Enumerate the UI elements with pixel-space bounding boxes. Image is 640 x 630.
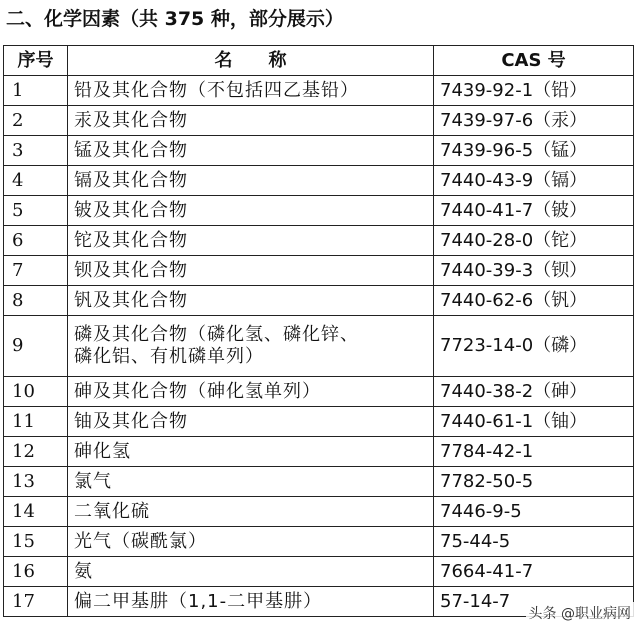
row-cas-number: 7440-41-7（铍） bbox=[434, 196, 634, 226]
row-chemical-name-line: 磷化铝、有机磷单列） bbox=[74, 346, 264, 367]
table-row bbox=[4, 136, 634, 166]
row-chemical-name bbox=[68, 316, 434, 377]
row-serial-number: 16 bbox=[4, 557, 68, 587]
row-serial-number: 9 bbox=[4, 316, 68, 377]
header-serial-number: 序号 bbox=[4, 46, 68, 76]
row-serial-number: 2 bbox=[4, 106, 68, 136]
row-chemical-name bbox=[68, 196, 434, 226]
table-row bbox=[4, 226, 634, 256]
row-cas-number: 7439-92-1（铅） bbox=[434, 76, 634, 106]
row-chemical-name-line: 砷及其化合物（砷化氢单列） bbox=[74, 380, 321, 402]
row-chemical-name-line: 氯气 bbox=[74, 470, 112, 492]
source-watermark: 头条 @职业病网 bbox=[526, 602, 634, 624]
row-cas-number: 7723-14-0（磷） bbox=[434, 316, 634, 377]
table-header-row bbox=[4, 46, 634, 76]
row-chemical-name bbox=[68, 497, 434, 527]
table-row bbox=[4, 527, 634, 557]
row-chemical-name-line: 铀及其化合物 bbox=[74, 410, 188, 432]
header-name: 名 称 bbox=[68, 46, 434, 76]
row-serial-number: 6 bbox=[4, 226, 68, 256]
table-row bbox=[4, 437, 634, 467]
row-chemical-name-line: 偏二甲基肼（1,1-二甲基肼） bbox=[74, 590, 323, 612]
row-cas-number: 7440-62-6（钒） bbox=[434, 286, 634, 316]
row-chemical-name bbox=[68, 136, 434, 166]
row-chemical-name-line: 光气（碳酰氯） bbox=[74, 530, 207, 552]
row-cas-number: 7440-39-3（钡） bbox=[434, 256, 634, 286]
row-chemical-name-line: 磷及其化合物（磷化氢、磷化锌、 bbox=[74, 324, 359, 345]
table-row bbox=[4, 76, 634, 106]
row-serial-number: 17 bbox=[4, 587, 68, 617]
row-chemical-name bbox=[68, 557, 434, 587]
row-serial-number: 14 bbox=[4, 497, 68, 527]
table-row bbox=[4, 166, 634, 196]
row-chemical-name-line: 铍及其化合物 bbox=[74, 199, 188, 221]
row-chemical-name bbox=[68, 76, 434, 106]
row-cas-number: 57-14-7 bbox=[434, 587, 634, 617]
row-cas-number: 7440-61-1（铀） bbox=[434, 407, 634, 437]
row-cas-number: 75-44-5 bbox=[434, 527, 634, 557]
table-row bbox=[4, 196, 634, 226]
row-cas-number: 7440-43-9（镉） bbox=[434, 166, 634, 196]
row-cas-number: 7439-96-5（锰） bbox=[434, 136, 634, 166]
row-cas-number: 7784-42-1 bbox=[434, 437, 634, 467]
row-chemical-name-line: 铊及其化合物 bbox=[74, 229, 188, 251]
table-row bbox=[4, 467, 634, 497]
row-cas-number: 7446-9-5 bbox=[434, 497, 634, 527]
table-row bbox=[4, 557, 634, 587]
row-cas-number: 7782-50-5 bbox=[434, 467, 634, 497]
row-chemical-name bbox=[68, 286, 434, 316]
row-chemical-name-line: 铅及其化合物（不包括四乙基铅） bbox=[74, 79, 359, 101]
row-chemical-name bbox=[68, 377, 434, 407]
row-chemical-name-line: 锰及其化合物 bbox=[74, 139, 188, 161]
chemical-factors-table bbox=[3, 45, 634, 617]
row-chemical-name bbox=[68, 407, 434, 437]
table-row bbox=[4, 286, 634, 316]
header-cas-number: CAS 号 bbox=[434, 46, 634, 76]
table-row bbox=[4, 497, 634, 527]
row-chemical-name-line: 氨 bbox=[74, 560, 93, 582]
table-row bbox=[4, 316, 634, 377]
row-chemical-name-line: 镉及其化合物 bbox=[74, 169, 188, 191]
row-serial-number: 12 bbox=[4, 437, 68, 467]
row-chemical-name-line: 砷化氢 bbox=[74, 440, 131, 462]
row-chemical-name bbox=[68, 467, 434, 497]
row-serial-number: 5 bbox=[4, 196, 68, 226]
row-cas-number: 7664-41-7 bbox=[434, 557, 634, 587]
row-serial-number: 11 bbox=[4, 407, 68, 437]
row-serial-number: 3 bbox=[4, 136, 68, 166]
row-serial-number: 13 bbox=[4, 467, 68, 497]
row-serial-number: 10 bbox=[4, 377, 68, 407]
table-row bbox=[4, 407, 634, 437]
row-chemical-name-line: 二氧化硫 bbox=[74, 500, 150, 522]
row-chemical-name bbox=[68, 256, 434, 286]
row-serial-number: 1 bbox=[4, 76, 68, 106]
row-chemical-name-line: 钡及其化合物 bbox=[74, 259, 188, 281]
row-chemical-name bbox=[68, 437, 434, 467]
table-row bbox=[4, 106, 634, 136]
row-serial-number: 8 bbox=[4, 286, 68, 316]
table-row bbox=[4, 256, 634, 286]
row-serial-number: 7 bbox=[4, 256, 68, 286]
row-cas-number: 7440-28-0（铊） bbox=[434, 226, 634, 256]
section-heading: 二、化学因素（共 375 种，部分展示） bbox=[6, 8, 344, 30]
row-chemical-name bbox=[68, 166, 434, 196]
row-serial-number: 15 bbox=[4, 527, 68, 557]
row-cas-number: 7440-38-2（砷） bbox=[434, 377, 634, 407]
row-cas-number: 7439-97-6（汞） bbox=[434, 106, 634, 136]
row-chemical-name-line: 钒及其化合物 bbox=[74, 289, 188, 311]
row-chemical-name bbox=[68, 527, 434, 557]
row-chemical-name-line: 汞及其化合物 bbox=[74, 109, 188, 131]
row-serial-number: 4 bbox=[4, 166, 68, 196]
row-chemical-name bbox=[68, 226, 434, 256]
table-row bbox=[4, 377, 634, 407]
row-chemical-name bbox=[68, 587, 434, 617]
row-chemical-name bbox=[68, 106, 434, 136]
